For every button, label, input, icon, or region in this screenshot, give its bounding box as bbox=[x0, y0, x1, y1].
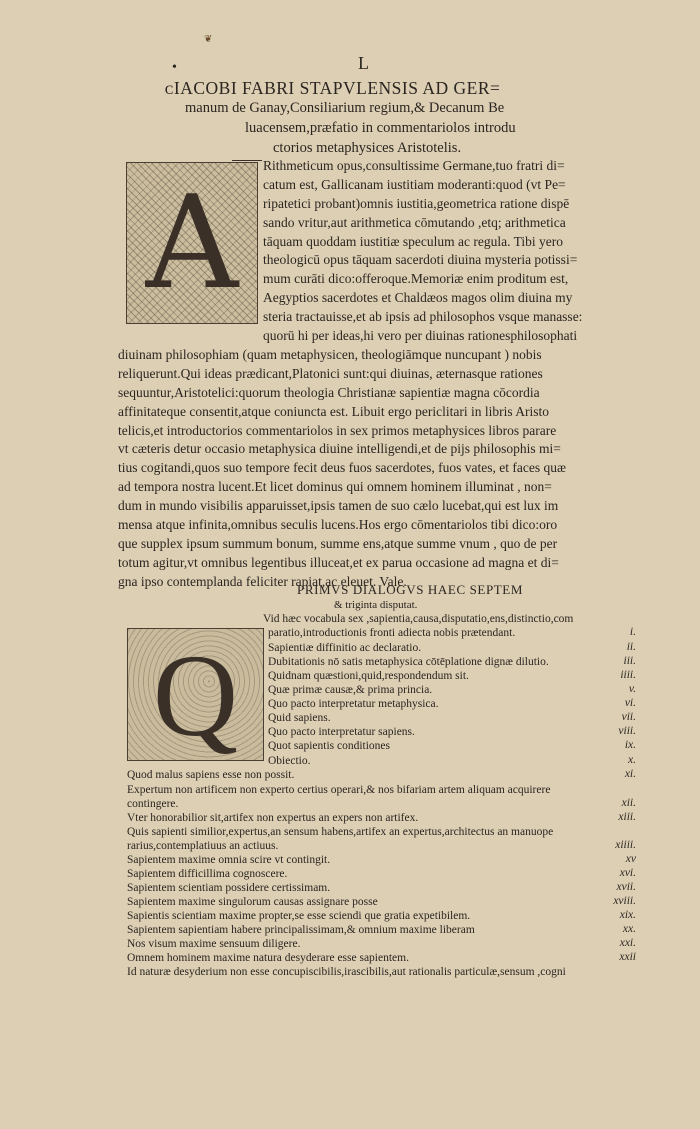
chapter-number: i. bbox=[629, 626, 636, 638]
preface-line: ad tempora nostra lucent.Et licet dominus qui omnem hominem illuminat , non= bbox=[118, 479, 552, 495]
decorated-initial-a bbox=[126, 162, 258, 324]
chapter-number: iiii. bbox=[620, 669, 636, 681]
initial-letter-a: A bbox=[145, 169, 239, 318]
page-dot: • bbox=[172, 60, 177, 75]
chapter-number: xxi. bbox=[619, 937, 636, 949]
chapter-number: xiii. bbox=[618, 811, 636, 823]
preface-line: vt cæteris detur occasio metaphysica diuine intelligendi,et de pijs philosophis mi= bbox=[118, 441, 561, 457]
chapter-number: vi. bbox=[624, 697, 636, 709]
preface-line: mensa atque infinita,omnibus seculis lucens.Hos ergo cōmentariolos tibi dico:oro bbox=[118, 517, 558, 533]
chapter-item: Sapientis scientiam maxime propter,se esse sciendi que gratia expetibilem. bbox=[127, 910, 471, 922]
title-line-3: luacensem,præfatio in commentariolos introdu bbox=[245, 120, 516, 136]
chapter-item: paratio,introductionis fronti adiecta nobis prætendant. bbox=[268, 627, 516, 639]
chapter-item: Sapientem maxime singulorum causas assignare posse bbox=[127, 896, 378, 908]
preface-line: steria tractauisse,et ab ipsis ad philosophos vsque manasse: bbox=[263, 309, 583, 325]
preface-line: dum in mundo visibilis apparuisset,ipsis tamen de suo cælo lucebat,qui est lux im bbox=[118, 498, 559, 514]
preface-line: sando vritur,aut arithmetica cōmutando ,etq; arithmetica bbox=[263, 214, 566, 230]
chapter-item: Sapientem difficillima cognoscere. bbox=[127, 868, 288, 880]
decorated-initial-q bbox=[127, 628, 264, 761]
chapter-number: x. bbox=[628, 754, 636, 766]
preface-line: telicis,et introductorios commentariolos in sex primos metaphysices libros parare bbox=[118, 422, 557, 438]
preface-line: gna ipso contemplanda feliciter rapiat,ac eleuet. Vale. bbox=[118, 573, 407, 589]
chapter-number: ix. bbox=[624, 739, 636, 751]
chapter-number: xii. bbox=[621, 797, 636, 809]
preface-line: totum agitur,vt omnibus legentibus illuceat,et ex parua occasione ad magna et di= bbox=[118, 554, 559, 570]
title-line-2: manum de Ganay,Consiliarium regium,& Decanum Be bbox=[185, 100, 505, 116]
chapter-number: vii. bbox=[621, 711, 636, 723]
chapter-item: rarius,contemplatiuus an actiuus. bbox=[127, 840, 279, 852]
chapter-number: xvi. bbox=[619, 867, 636, 879]
chapter-item: Obiectio. bbox=[268, 755, 311, 767]
preface-line: tāquam quoddam iustitiæ speculum ac regula. Tibi yero bbox=[263, 233, 563, 249]
preface-line: catum est, Gallicanam iustitiam moderanti:quod (vt Pe= bbox=[263, 176, 566, 192]
preface-line: reliquerunt.Qui ideas prædicant,Platonici sunt:qui diuinas, æternasque rationes bbox=[118, 365, 543, 381]
chapter-number: xx. bbox=[622, 923, 636, 935]
chapter-item: Quod malus sapiens esse non possit. bbox=[127, 769, 295, 781]
chapter-number: xxii bbox=[619, 951, 636, 963]
chapter-item: Expertum non artificem non experto certius operari,& nos bifariam artem aliquam acquirere bbox=[127, 784, 551, 796]
chapter-item: Quot sapientis conditiones bbox=[268, 740, 391, 752]
folio-number: L bbox=[358, 53, 369, 73]
chapter-item: Quo pacto interpretatur metaphysica. bbox=[268, 698, 439, 710]
preface-line: Aegyptios sacerdotes et Chaldæos magos olim diuina my bbox=[263, 290, 573, 306]
chapter-item: Sapientem scientiam possidere certissimam. bbox=[127, 882, 331, 894]
chapter-number: iii. bbox=[623, 655, 636, 667]
preface-line: theologicū opus tāquam sacerdoti diuina mysteria potissi= bbox=[263, 252, 578, 268]
chapter-number: ii. bbox=[626, 641, 636, 653]
chapter-item: Dubitationis nō satis metaphysica cōtēplatione dignæ dilutio. bbox=[268, 656, 549, 668]
chapter-item: Quidnam quæstioni,quid,respondendum sit. bbox=[268, 670, 469, 682]
chapter-item: Nos visum maxime sensuum diligere. bbox=[127, 938, 301, 950]
chapter-number: xvii. bbox=[616, 881, 636, 893]
title-line-4: ctorios metaphysices Aristotelis. bbox=[273, 140, 462, 156]
preface-line: diuinam philosophiam (quam metaphysicen, theologiāmque nuncupant ) nobis bbox=[118, 347, 542, 362]
dialogue-subtitle: & triginta disputat. bbox=[334, 599, 418, 611]
preface-line: affinitateque consentit,atque coniuncta est. Libuit ergo periclitari in libris Aristo bbox=[118, 403, 550, 419]
preface-text-wide bbox=[118, 346, 566, 592]
preface-line: mum curāti dico:offeroque.Memoriæ enim proditum est, bbox=[263, 271, 569, 287]
chapter-item: Quid sapiens. bbox=[268, 712, 331, 724]
chapter-item: Quo pacto interpretatur sapiens. bbox=[268, 726, 415, 738]
title-line-1: ᴄIACOBI FABRI STAPVLENSIS AD GER= bbox=[165, 78, 501, 98]
chapter-item: contingere. bbox=[127, 798, 179, 810]
initial-rule bbox=[232, 160, 262, 161]
preface-line: que supplex ipsum summum bonum, summe ens,atque summe vnum , quo de per bbox=[118, 535, 558, 551]
preface-title bbox=[165, 78, 605, 158]
chapter-item: Omnem hominem maxime natura desyderare esse sapientem. bbox=[127, 952, 409, 964]
preface-text-narrow bbox=[263, 157, 582, 346]
ink-mark: ❦ bbox=[204, 34, 213, 45]
chapter-number: xv bbox=[625, 853, 636, 865]
preface-line: ripatetici probant)omnis iustitia,geometrica ratione dispē bbox=[263, 195, 570, 211]
chapter-number: xix. bbox=[619, 909, 636, 921]
chapter-item: Quæ primæ causæ,& prima princia. bbox=[268, 684, 433, 696]
chapter-number: xviii. bbox=[613, 895, 636, 907]
chapter-number: xiiii. bbox=[615, 839, 636, 851]
chapter-number: viii. bbox=[618, 725, 636, 737]
chapter-item: Sapientem maxime omnia scire vt contingit. bbox=[127, 854, 331, 866]
chapter-item: Sapientiæ diffinitio ac declaratio. bbox=[268, 642, 422, 654]
preface-line: sequuntur,Aristotelici:quorum theologia Christianæ sapientiæ magna cōcordia bbox=[118, 384, 540, 400]
chapter-number: v. bbox=[628, 683, 636, 695]
initial-letter-q: Q bbox=[152, 630, 239, 761]
chapter-item: Vid hæc vocabula sex ,sapientia,causa,disputatio,ens,distinctio,com bbox=[263, 613, 574, 625]
chapter-item: Id naturæ desyderium non esse concupiscibilis,irascibilis,aut rationalis particulæ,sensum ,cogni bbox=[127, 966, 566, 978]
preface-line: tius cogitandi,quos suo tempore fecit deus fuos sacerdotes, fuos vates, et faces quæ bbox=[118, 460, 567, 476]
chapter-item: Sapientem sapientiam habere principalissimam,& omnium maxime liberam bbox=[127, 924, 475, 936]
chapter-item: Quis sapienti similior,expertus,an sensum habens,artifex an expertus,architectus an manuope bbox=[127, 826, 554, 838]
preface-line: quorū hi per ideas,hi vero per diuinas rationesphilosophati bbox=[263, 328, 578, 344]
chapter-item: Vter honorabilior sit,artifex non expertus an expers non artifex. bbox=[127, 812, 419, 824]
preface-line: Rithmeticum opus,consultissime Germane,tuo fratri di= bbox=[263, 158, 565, 173]
chapter-number: xi. bbox=[624, 768, 636, 780]
dialogue-title: PRIMVS DIALOGVS HAEC SEPTEM bbox=[296, 582, 524, 597]
